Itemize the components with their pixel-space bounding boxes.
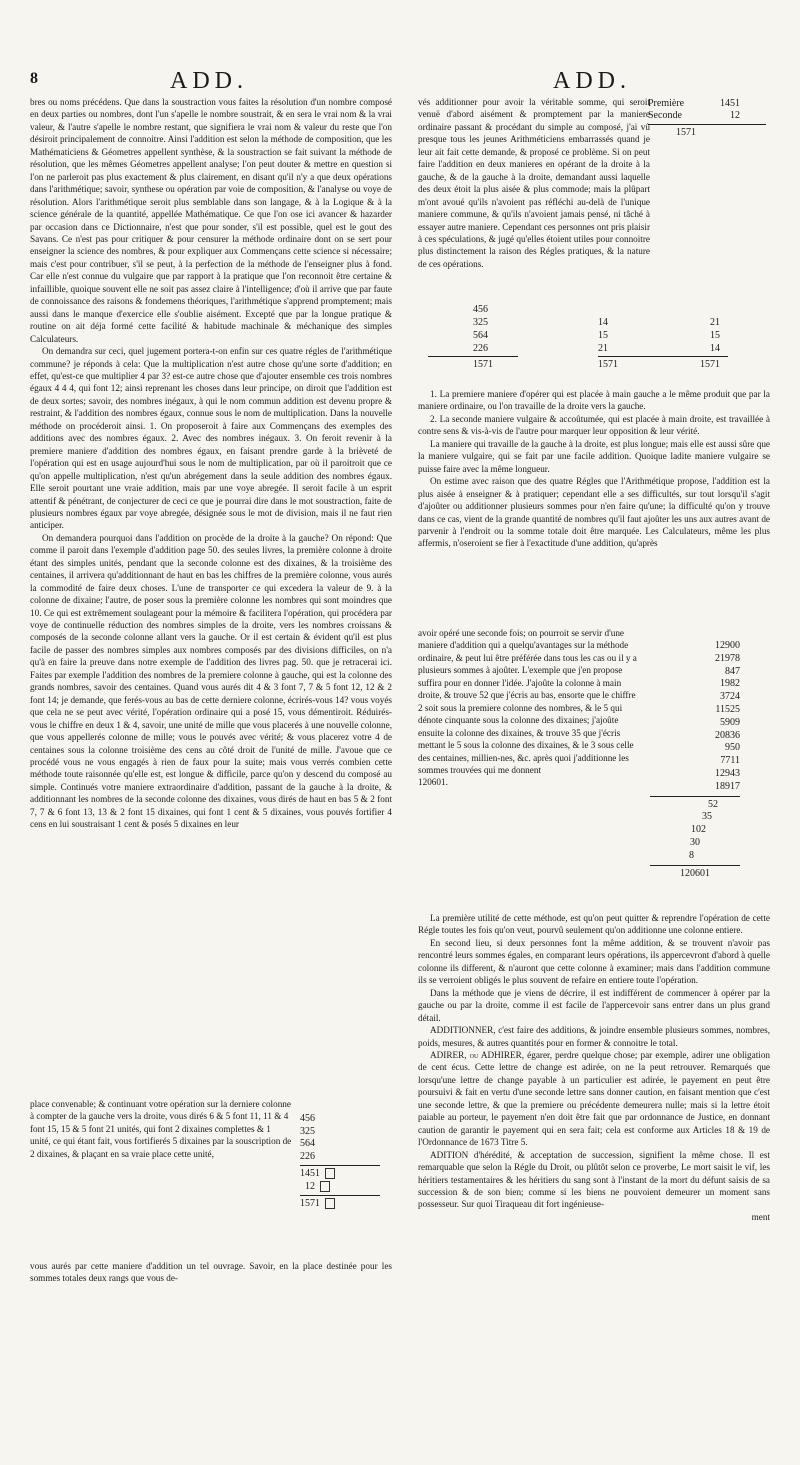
addend: 21978 (715, 652, 740, 664)
paragraph: On estime avec raison que des quatre Régles que l'Arithmétique propose, l'addition est la plus aisée à enseigner & à pratiquer; cependant elle a ses difficultés, sur tout lorsqu'il s'agit d'ajoûter ou additionner plusieurs sommes pour n'en faire qu'une; la difficulté qu'on y trouve dans ce cas, vient de la grande quantité de nombres qu'il faut ajoûter les uns aux autres avant de parvenir à l'endroit ou la somme totale doit être marquée. Les Calculateurs, même les plus affermis, n'oseroient se fier à l'exactitude d'une addition, qu'après (418, 476, 770, 549)
addend: 20836 (715, 729, 740, 741)
left-column (30, 96, 392, 831)
first-second-sum (648, 98, 766, 139)
example-column-addition (598, 316, 728, 371)
paragraph-with-example: avoir opéré une seconde fois; on pourroit se servir d'une maniere d'addition qui a quelqu'avantages sur la méthode ordinaire, & peut lui être préférée dans tous les cas ou il y a plusieurs sommes à ajoûter. L'exemple que j'en propose suffira pour en donner l'idée. J'ajoûte la colonne à main droite, & trouve 52 que j'écris au bas, ensorte que le chiffre 2 soit sous la premiere colonne des nombres, & le 5 qui dénote cinquante sous la colonne des dixaines; j'ajoûte ensuite la colonne des dixaines, & trouve 35 que j'écris mettant le 5 sous la colonne des dixaines, & le 3 sous celle des centaines, millien-nes, &c. après quoi j'additionne les sommes trouvées qui me donnent 120601. (418, 628, 637, 788)
paragraph: La première utilité de cette méthode, est qu'on peut quitter & reprendre l'opération de cette Régle toutes les fois qu'on veut, pourvû seulement qu'on additionne une colonne entiere. (418, 913, 770, 936)
sum-value: 1451 (720, 98, 740, 109)
running-head-left: ADD. (170, 68, 248, 94)
addend: 226 (300, 1150, 315, 1162)
entry-headword: ADDITIONNER, (430, 1025, 496, 1036)
paragraph: place convenable; & continuant votre opération sur la derniere colonne à compter de la gauche vers la droite, vous dirés 6 & 5 font 11, 11 & 4 font 15, 15 & 5 font 21 unités, qui font 2 dixaines complettes & 1 unité, ce qui étant fait, vous fortifierés 5 dixaines par la souscription de 2 dixaines, & plaçant en sa vraie place cette unité, (30, 1099, 292, 1159)
paragraph: La maniere qui travaille de la gauche à la droite, est plus longue; mais elle est aussi sûre que la maniere vulgaire, qui se fait par une facile addition. Quoique ladite maniere vulgaire se puisse faire avec la même longueur. (418, 438, 770, 474)
right-column-tail (418, 912, 770, 1223)
partial-sum: 35 (702, 811, 712, 823)
sum-total: 1571 (300, 1198, 380, 1211)
paragraph: bres ou noms précédens. Que dans la soustraction vous faites la résolution d'un nombre composé en deux parties ou nombres, dont l'un s'apelle le nombre soustrait, & en sera le vrai nom & la vrai valeur, & l'autre s'apelle le nombre restant, que signifiera le vrai nom & valeur du reste que l'on désiroit principalement de connoitre. Ainsi l'addition est selon la méthode de composition, que les Mathématiciens & Géometres appellent synthèse, & la soustraction se fait suivant la méthode de résolution, que les mêmes Géometres appellent analyse; l'on peut douter & mettre en question si l'on ne parleroit pas plus exactement & plus clairement, en disant qu'il n'y a que deux opérations dans l'arithmétique; savoir, synthese ou opération par voie de composition, & l'analyse ou voye de résolution. Alors l'arithmétique seroit plus semblable dans son langage, & à la Logique & à la science générale de la quantité, appellée Mathématique. Ce que l'on ose ici avancer & hazarder par occasion dans ce Dictionnaire, n'est que pour sonder, s'il est possible, quel est le gout des Savans. Ce n'est pas pour critiquer & pour censurer la méthode ordinaire dont on se sert pour enseigner la science des nombres, & pour expliquer aux Commençans cette science si nécessaire; mais c'est pour contribuer, s'il se peut, à la perfection de la méthode de l'enseigner plus à fond. Car elle n'est connue du vulgaire que par rapport à la pratique que l'on reconnoit être certaine & infaillible, quoique souvent elle ne soit pas assez claire à l'intelligence; d'où il arrive que par faute de connoissance des raisons & fondemens théoriques, l'arithmétique s'apprend promptement; mais aussi dans le manque d'exercice elle s'oublie aisément. Excepté que par la longue pratique & routine on ait déja formé cette facilité & habitude machinale & méchanique des simples Calculateurs. (30, 97, 392, 344)
sum-value: 12 (730, 110, 740, 121)
addend: 21 (598, 343, 608, 354)
addend: 5909 (720, 716, 740, 728)
sum-total: 1571 (676, 127, 696, 138)
addend: 325 (300, 1125, 315, 1137)
sum-total: 1571 (700, 359, 720, 370)
addend: 226 (473, 343, 488, 354)
grand-total: 120601 (680, 867, 710, 879)
sum-total: 120601. (418, 777, 448, 788)
sum-rule (300, 1165, 380, 1166)
sum-rule (300, 1195, 380, 1196)
right-column-body (418, 388, 770, 550)
addend: 950 (725, 742, 740, 754)
partial-sum: 12 (300, 1181, 380, 1194)
sum-label: Seconde (648, 110, 682, 121)
addend: 456 (300, 1113, 315, 1124)
addend: 3724 (720, 691, 740, 703)
example-left-addition (428, 303, 518, 371)
sum-rule (650, 796, 740, 797)
addend: 456 (473, 304, 488, 315)
addend: 18917 (715, 780, 740, 792)
addend: 14 (710, 343, 720, 354)
sum-total: 1571 (473, 359, 493, 370)
entry-headword: ADITION (430, 1149, 469, 1160)
partial-sum: 52 (708, 798, 718, 810)
page-number: 8 (30, 70, 38, 87)
catchword: ment (751, 1211, 770, 1222)
paragraph: On demandera pourquoi dans l'addition on procède de la droite à la gauche? On répond: Que comme il paroit dans l'exemple d'addition page 50. des seules livres, la première colonne à droite étant des simples unités, pendant que la seconde colonne est des dixaines, & la troisième des centaines, il arrivera qu'additionnant de haut en bas les chiffres de la première colonne, vous aurés la commodité de faire deux choses. L'une de transporter ce qui excedera la valeur de 9. à la colonne de dixaine; l'autre, de poser sous la première colonne les nombres qui sont moindres que 10. Ce qui est extrêmement soulageant pour la mémoire & facilitera l'opération, qui procédera par voye de continuelle réduction des nombres simples de la droite, vers les nombres croissans & composés de la seconde colonne allant vers la gauche. Or il est certain & évident qu'il est plus facile de passer des nombres simples aux nombres composés par des divisions difficiles, on n'a qu'à en faire la preuve dans notre exemple de l'addition des livres pag. 50. que je retracerai ici. Faites par exemple l'addition des nombres de la premiere colonne à gauche, qui est la colonne des grands nombres, savoir des centaines. Quand vous aurés dit 4 & 3 font 7, 7 & 5 font 12, 12 & 2 font 14; je demande, que ferés-vous au bas de cette derniere colonne, écrirés-vous 14? vous voyés que cela ne se peut avec vérité, l'opération ordinaire qui a posé 15, vous démentiroit. Réduirés-vous le chiffre en deux 1 & 4, savoir, une unité de mille que vous placerés à une nouvelle colonne, que vous appellerés colonne de mille; vous le pouvés avec vérité; & vous placerez votre 4 de centaines sous la colonne troisième des cens au côté droit de l'unité de mille. J'avoue que ce procédé vous ne vous engagés à rien de faux pour la suite; mais vous verrés combien cette méthode toute raisonnée qu'elle est, est longue & difficile, parce qu'on y descend du composé au simple. Continués votre maniere extraordinaire d'addition, passant de la gauche à la droite, & additionnant les nombres de la seconde colonne des dixaines, vous dirés de haut en bas 5 & 2 font 7, 7 & 6 font 13, 13 & 2 font 15 dixaines, qui font 1 cent & 5 dixaines, vous pouvés fortifier 4 cens en lui soustraisant 1 cent & posés 5 dixaines en leur (30, 532, 392, 830)
entry-adition: ADITION d'hérédité, & acceptation de succession, signifient la même chose. Il est remarquable que selon la Régle du Droit, ou plûtôt selon ce proverbe, Le mort saisit le vif, les héritiers testamentaires & les héritiers du sang sont à l'instant de la mort du défunt saisis de sa succession & de son bien; comme si les biens ne pouvoient demeurer un moment sans possesseur. Sur quoi Tiraqueau dit fort ingénieuse- (418, 1149, 770, 1210)
addend: 1982 (720, 678, 740, 690)
paragraph: 1. La premiere maniere d'opérer qui est placée à main gauche a le même produit que par la maniere ordinaire, ou l'on travaille de la droite vers la gauche. (418, 389, 770, 412)
mark-icon (320, 1181, 330, 1192)
partial-sum: 1451 (300, 1168, 380, 1181)
addend: 325 (473, 317, 488, 328)
entry-headword: ADIRER, (430, 1049, 467, 1060)
left-addition-example (300, 1113, 380, 1211)
addend: 7711 (720, 755, 740, 767)
sum-rule (648, 124, 766, 125)
entry-adirer: ADIRER, ou ADHIRER, égarer, perdre quelque chose; par exemple, adirer une obligation de cent écus. Cette lettre de change est adirée, on ne la peut retrouver. Remarqués que lorsqu'une lettre de change payable à un particulier est adirée, le payement en peut être poursuivi & fait en vertu d'une seconde lettre sans donner caution, en faisant mention que c'est une seconde lettre, & que la premiere ou précédente demeurera nulle; mais si la lettre étoit paiable au porteur, le payement n'en doit être fait que par ordonnance de Justice, en donnant caution de garantir le payement qui en sera fait; cela est conforme aux Articles 18 & 19 de l'Ordonnance de 1673 Titre 5. (418, 1049, 771, 1148)
addend: 21 (710, 317, 720, 328)
sum-rule (428, 356, 518, 357)
addend: 12943 (715, 767, 740, 779)
addend: 15 (598, 330, 608, 341)
partial-sum: 102 (691, 824, 706, 836)
addend: 847 (725, 665, 740, 677)
addend: 12900 (715, 640, 740, 651)
running-head-right: ADD. (553, 68, 631, 94)
addend: 11525 (715, 703, 740, 715)
addend: 14 (598, 317, 608, 328)
sum-rule (598, 356, 728, 357)
mark-icon (325, 1168, 335, 1179)
partial-sum: 30 (690, 836, 700, 848)
paragraph: vés additionner pour avoir la véritable somme, qui seroit venuë d'abord aisément & promptement par la maniere ordinaire passant & procédant du simple au composé, j'ai vû presque tous les jeunes Arithméticiens embarrassés quand je leur ait fait cette demande, & proposé ce problème. Si on peut faire l'addition en deux manieres en opérant de la droite à la gauche, & de la gauche à la droite, demandant aussi laquelle des deux étoit la plus aisée & plus commode; mais la plûpart m'ont avoué qu'ils n'avoient pas réfléchi au-delà de l'unique maniere commune, & qu'ils n'avoient jamais pensé, ni tâché à essayer autre maniere. Cependant ces personnes ont pris plaisir à ces spéculations, & jugé qu'elles étoient utiles pour connoitre plus distinctement la raison des Régles pratiques, & la nature de ces opérations. (418, 97, 650, 269)
partial-sum: 8 (689, 849, 694, 861)
mark-icon (325, 1198, 335, 1209)
paragraph: Dans la méthode que je viens de décrire, il est indifférent de commencer à opérer par la gauche ou par la droite, comme il est facile de l'appercevoir sans entrer dans un plus grand détail. (418, 987, 770, 1023)
addition-number-column (650, 640, 740, 880)
sum-total: 1571 (598, 359, 618, 370)
paragraph: 2. La seconde maniere vulgaire & accoûtumée, qui est placée à main droite, est travaillée à contre sens & vis-à-vis de l'autre pour marquer leur opposition & leur vérité. (418, 413, 770, 437)
paragraph: vous aurés par cette maniere d'addition un tel ouvrage. Savoir, en la place destinée pour les sommes totales deux rangs que vous de- (30, 1261, 392, 1284)
entry-additionner: ADDITIONNER, c'est faire des additions, & joindre ensemble plusieurs sommes, nombres, poids, mesures, & autres quantités pour en former & connoitre le total. (418, 1025, 771, 1048)
sum-rule (650, 865, 740, 866)
addend: 15 (710, 330, 720, 341)
addend: 564 (300, 1138, 315, 1149)
paragraph: En second lieu, si deux personnes font la même addition, & se trouvent n'avoir pas rencontré leurs sommes égales, en comparant leurs opérations, ils appercevront d'abord à quelle colonne ils different, & n'auront que cette colonne à examiner; mais dans l'addition commune ils se verroient obligés le plus souvent de refaire en entiere toute l'opération. (418, 937, 770, 986)
addend: 564 (473, 330, 488, 341)
paragraph: On demandra sur ceci, quel jugement portera-t-on enfin sur ces quatre régles de l'arithmétique commune? je réponds à cela: Que la multiplication n'est autre chose qu'une sorte d'addition; en effet, qu'est-ce que multiplier 4 par 3? est-ce autre chose que d'ajouter ensemble ces trois nombres égaux 4 4 4, qui font 12; ainsi reprenant les choses dans leur principe, on diroit que l'addition est de deux sortes; savoir, des nombres inégaux, à qui le nom commun addition est devenu propre & restraint, & l'addition des nombres égaux, connue sous le nom de multiplication. Dans la nouvelle méthode on procéderoit ainsi. 1. On proposeroit à faire aux Commençans des exemples des additions avec des nombres égaux. 2. Avec des nombres inégaux. 3. On feroit revenir à la premiere maniere d'addition des nombres égaux, en faisant prendre garde à la brièveté de l'opération qui est en usage aujourd'hui sous le nom de multiplication, par où il paroitroit que ce qu'on appelle multiplication, n'est qu'un abrégement dans la seule addition des nombres égaux. Elle seroit pourtant une vraie addition, mais par une voye abregée. Il seroit facile à un esprit attentif & pénétrant, de conjecturer de ceci ce que je pourrai dire dans le mot soustraction, faite de plusieurs nombres égaux par voye abregée, désignée sous le mot de division, mais il ne faut rien anticiper. (30, 346, 392, 531)
sum-label: Première (648, 98, 685, 109)
